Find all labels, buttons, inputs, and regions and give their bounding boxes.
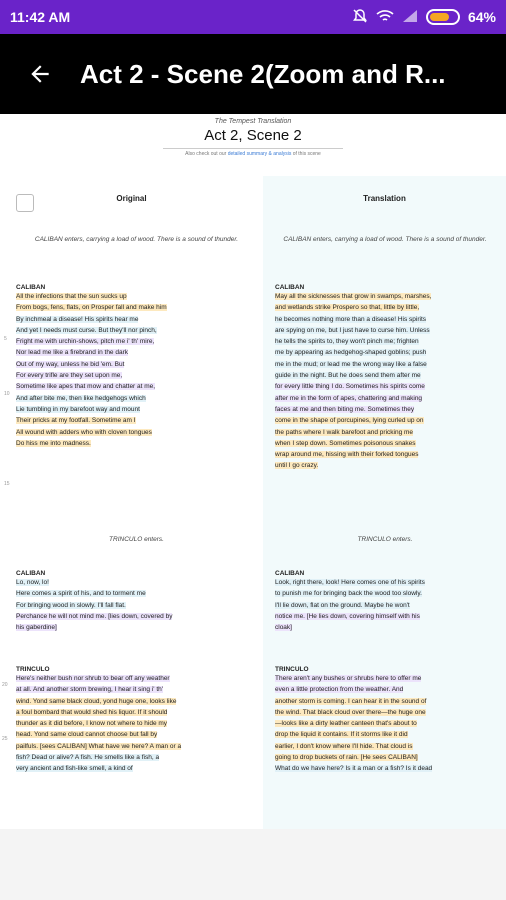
speech-caliban-2: CALIBAN Lo, now, lo! Here comes a spirit of his, and to torment me For bringing wood in slowly. I'll fall flat. Perchance he will not mind me. [lies down, covered by his gaberdine] [16, 570, 173, 632]
script-line[interactable]: his gaberdine] [16, 624, 57, 632]
script-line[interactable]: Lo, now, lo! [16, 579, 49, 586]
script-line[interactable]: head. Yond same cloud cannot choose but fall by [16, 731, 158, 739]
script-line[interactable]: Here's neither bush nor shrub to bear off any weather [16, 675, 170, 682]
script-line[interactable]: faces at me and then biting me. Sometimes they [275, 405, 415, 413]
script-line[interactable]: For bringing wood in slowly. I'll fall flat. [16, 601, 126, 609]
app-bar [0, 34, 506, 114]
script-line[interactable]: even a little protection from the weather. And [275, 686, 404, 694]
script-line[interactable]: wind. Yond same black cloud, yond huge one, looks like [16, 697, 177, 705]
script-line[interactable]: All the infections that the sun sucks up [16, 293, 127, 300]
script-line[interactable]: For every trifle are they set upon me, [16, 372, 123, 380]
script-line[interactable]: drop the liquid it contains. If it storms like it did [275, 731, 408, 739]
speech-trinculo-translation: TRINCULO There aren't any bushes or shrubs here to offer me even a little protection from the weather. And another storm is coming. I can hear it in the sound of the wind. That black cloud over there—the huge one —looks like a dirty leather canteen that's about to drop the liquid it contains. If it storms like it did earlier, I don't know where I'll hide. That cloud is going to drop buckets of rain. [He sees CALIBAN] What do we have here? Is it a man or a fish? Is it dead [275, 666, 433, 773]
script-line[interactable]: a foul bombard that would shed his liquor. If it should [16, 708, 168, 716]
summary-link[interactable]: detailed summary & analysis [227, 151, 292, 157]
script-line[interactable]: What do we have here? Is it a man or a fish? Is it dead [275, 765, 433, 773]
script-line[interactable]: wrap around me, hissing with their forked tongues [275, 451, 419, 459]
script-line[interactable]: are spying on me, but I just have to curse him. Unless [275, 326, 430, 334]
script-line[interactable]: Perchance he will not mind me. [lies down, covered by [16, 612, 173, 620]
script-line[interactable]: he becomes nothing more than a disease! His spirits [275, 315, 427, 323]
script-line[interactable]: cloak] [275, 624, 292, 632]
speech-caliban-2-translation: CALIBAN Look, right there, look! Here comes one of his spirits to punish me for bringing back the wood too slowly. I'll lie down, flat on the ground. Maybe he won't notice me. [He lies down, covering himself with his cloak] [275, 570, 425, 632]
script-line[interactable]: come in the shape of porcupines, lying curled up on [275, 417, 424, 425]
line-number: 20 [2, 682, 8, 688]
wifi-icon [376, 9, 394, 26]
battery-icon [426, 9, 460, 25]
script-line[interactable]: guide in the night. But he does send them after me [275, 372, 421, 380]
script-line[interactable]: the wind. That black cloud over there—the huge one [275, 708, 426, 716]
script-line[interactable]: Lie tumbling in my barefoot way and mount [16, 405, 140, 413]
translation-header: Translation [363, 194, 406, 203]
mute-icon [352, 8, 368, 27]
script-line[interactable]: Nor lead me like a firebrand in the dark [16, 349, 129, 357]
script-line[interactable]: me in the mud; or lead me the wrong way like a false [275, 360, 427, 368]
scene-title: Act 2, Scene 2 [204, 127, 302, 144]
scene-header [0, 114, 506, 157]
script-line[interactable]: going to drop buckets of rain. [He sees CALIBAN] [275, 754, 418, 762]
signal-icon [402, 9, 418, 26]
script-line[interactable]: another storm is coming. I can hear it in the sound of [275, 697, 427, 705]
script-line[interactable]: From bogs, fens, flats, on Prosper fall and make him [16, 304, 167, 312]
stage-direction-2: TRINCULO enters. [109, 536, 164, 543]
stage-direction-2: TRINCULO enters. [357, 536, 413, 543]
stage-direction: CALIBAN enters, carrying a load of wood. There is a sound of thunder. [283, 236, 487, 243]
script-line[interactable]: Do hiss me into madness. [16, 439, 91, 447]
arrow-back-icon [27, 61, 53, 87]
script-line[interactable]: May all the sicknesses that grow in swamps, marshes, [275, 293, 432, 300]
speech-caliban-1: CALIBAN All the infections that the sun sucks up From bogs, fens, flats, on Prosper fall and make him By inchmeal a disease! His spirits hear me And yet I needs must curse. But they'll nor pinch, Fright me with urchin-shows, pitch me i' th' mire, Nor lead me like a firebrand in the dark Out of my way, unless he bid 'em. But For every trifle are they set upon me, Sometime like apes that mow and chatter at me, And after bite me, then like hedgehogs which Lie tumbling in my barefoot way and mount Their pricks at my footfall. Sometime am I All wound with adders who with cloven tongues Do hiss me into madness. [16, 284, 167, 447]
back-button[interactable] [0, 34, 80, 114]
script-line[interactable]: to punish me for bringing back the wood too slowly. [275, 590, 422, 598]
script-line[interactable]: Out of my way, unless he bid 'em. But [16, 360, 125, 368]
script-line[interactable]: at all. And another storm brewing, I hear it sing i' th' [16, 686, 164, 694]
script-line[interactable]: after me in the form of apes, chattering and making [275, 394, 423, 402]
columns [0, 176, 506, 829]
line-number: 5 [4, 336, 7, 342]
script-line[interactable]: thunder as it did before, I know not where to hide my [16, 720, 168, 728]
stage-direction: CALIBAN enters, carrying a load of wood. There is a sound of thunder. [34, 236, 239, 243]
script-line[interactable]: when I step down. Sometimes poisonous snakes [275, 439, 416, 447]
script-line[interactable]: the paths where I walk barefoot and pricking me [275, 428, 414, 436]
translation-column [263, 176, 506, 829]
book-title: The Tempest Translation [214, 118, 292, 125]
script-line[interactable]: until I go crazy. [275, 462, 319, 470]
script-line[interactable]: Here comes a spirit of his, and to torment me [16, 590, 146, 598]
script-line[interactable]: for every little thing I do. Sometimes his spirits come [275, 383, 425, 391]
script-line[interactable]: —looks like a dirty leather canteen that's about to [275, 720, 417, 728]
script-line[interactable]: very ancient and fish-like smell, a kind of [16, 765, 133, 773]
page-title: Act 2 - Scene 2(Zoom and R... [80, 58, 446, 89]
line-number: 15 [4, 481, 10, 487]
script-line[interactable]: Sometime like apes that mow and chatter at me, [16, 383, 156, 391]
line-number: 10 [4, 391, 10, 397]
script-line[interactable]: And yet I needs must curse. But they'll nor pinch, [16, 326, 157, 334]
scene-note: Also check out our detailed summary & analysis of this scene [185, 151, 321, 157]
script-line[interactable]: There aren't any bushes or shrubs here to offer me [275, 675, 422, 682]
script-line[interactable]: By inchmeal a disease! His spirits hear me [16, 315, 139, 323]
script-line[interactable]: fish? Dead or alive? A fish. He smells like a fish, a [16, 754, 160, 762]
script-line[interactable]: Fright me with urchin-shows, pitch me i' th' mire, [16, 338, 155, 346]
script-line[interactable]: notice me. [He lies down, covering himself with his [275, 612, 420, 620]
script-line[interactable]: me by appearing as hedgehog-shaped goblins; push [275, 349, 427, 357]
script-line[interactable]: he tells the spirits to, they won't pinch me; frighten [275, 338, 419, 346]
status-time: 11:42 AM [10, 9, 71, 25]
script-line[interactable]: And after bite me, then like hedgehogs which [16, 394, 146, 402]
menu-icon[interactable] [16, 194, 34, 212]
script-line[interactable]: I'll lie down, flat on the ground. Maybe he won't [275, 601, 410, 609]
status-bar [0, 0, 506, 34]
script-line[interactable]: All wound with adders who with cloven tongues [16, 428, 152, 436]
script-line[interactable]: and wetlands strike Prospero so that, little by little, [275, 304, 420, 312]
script-line[interactable]: Their pricks at my footfall. Sometime am I [16, 417, 136, 425]
speech-trinculo: TRINCULO Here's neither bush nor shrub to bear off any weather at all. And another storm brewing, I hear it sing i' th' wind. Yond same black cloud, yond huge one, looks like a foul bombard that would shed his liquor. If it should thunder as it did before, I know not where to hide my head. Yond same cloud cannot choose but fall by pailfuls. [sees CALIBAN] What have we here? A man or a fish? Dead or alive? A fish. He smells like a fish, a very ancient and fish-like smell, a kind of [16, 666, 182, 773]
original-column [0, 176, 263, 829]
scene-page[interactable] [0, 114, 506, 829]
speech-caliban-1-translation: CALIBAN May all the sicknesses that grow in swamps, marshes, and wetlands strike Prospero so that, little by little, he becomes nothing more than a disease! His spirits are spying on me, but I just have to curse him. Unless he tells the spirits to, they won't pinch me; frighten me by appearing as hedgehog-shaped goblins; push me in the mud; or lead me the wrong way like a false guide in the night. But he does send them after me for every little thing I do. Sometimes his spirits come after me in the form of apes, chattering and making faces at me and then biting me. Sometimes they come in the shape of porcupines, lying curled up on the paths where I walk barefoot and pricking me when I step down. Sometimes poisonous snakes wrap around me, hissing with their forked tongues until I go crazy. [275, 284, 432, 470]
script-line[interactable]: Look, right there, look! Here comes one of his spirits [275, 579, 425, 586]
line-number: 25 [2, 736, 8, 742]
status-icons [352, 8, 496, 27]
script-line[interactable]: pailfuls. [sees CALIBAN] What have we here? A man or a [16, 742, 182, 750]
original-header: Original [116, 194, 147, 203]
script-line[interactable]: earlier, I don't know where I'll hide. That cloud is [275, 742, 413, 750]
battery-percent: 64% [467, 9, 496, 25]
